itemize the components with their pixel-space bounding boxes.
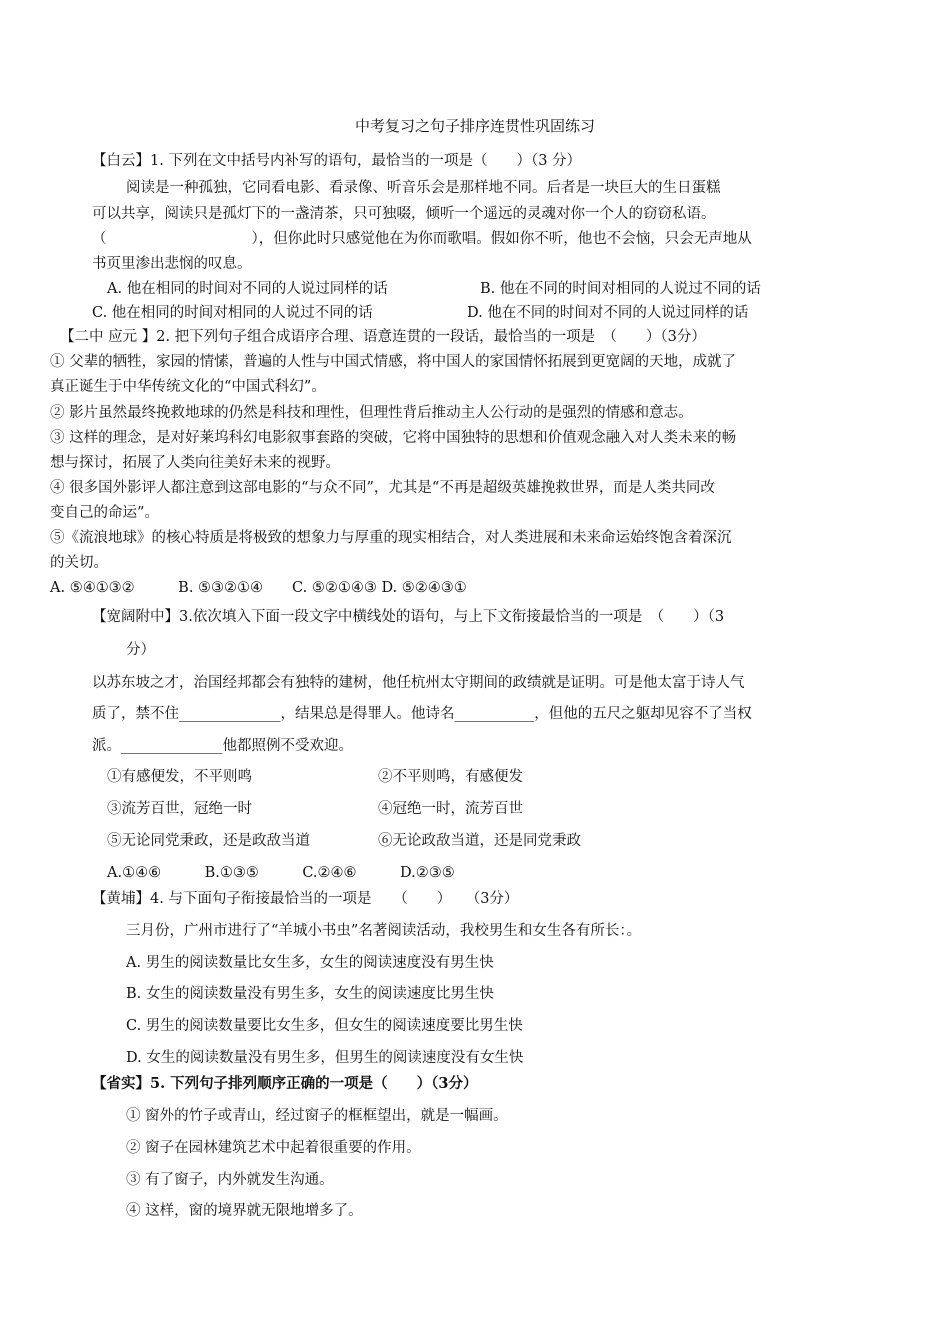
q2-sentence-5b: 的关切。 xyxy=(50,555,108,571)
q3-choice-2: ②不平则鸣，有感便发 xyxy=(378,769,523,785)
q3-header-cont: 分） xyxy=(126,642,155,658)
q3-options: A.①④⑥ B.①③⑤ C.②④⑥ D.②③⑤ xyxy=(107,865,455,881)
q3-passage-line-2: 质了，禁不住______________，结果总是得罪人。他诗名___________，但他的五尺之躯却见容不了当权 xyxy=(92,706,752,722)
q1-passage-line-3: （ ），但你此时只感觉他在为你而歌唱。假如你不听，他也不会恼，只会无声地从 xyxy=(92,231,752,247)
q1-option-c: C. 他在相同的时间对相同的人说过不同的话 xyxy=(92,305,373,321)
q2-sentence-4b: 变自己的命运”。 xyxy=(50,505,159,521)
q5-sentence-4: ④ 这样，窗的境界就无限地增多了。 xyxy=(126,1203,363,1219)
q4-passage: 三月份，广州市进行了“羊城小书虫”名著阅读活动，我校男生和女生各有所长：。 xyxy=(126,923,642,939)
q3-choice-6: ⑥无论政敌当道，还是同党秉政 xyxy=(378,833,581,849)
q4-option-d: D. 女生的阅读数量没有男生多，但男生的阅读速度没有女生快 xyxy=(126,1050,524,1066)
q1-passage-line-4: 书页里渗出悲悯的叹息。 xyxy=(92,256,252,272)
q5-sentence-1: ① 窗外的竹子或青山，经过窗子的框框望出，就是一幅画。 xyxy=(126,1108,508,1124)
q3-choice-1: ①有感便发，不平则鸣 xyxy=(107,769,252,785)
q4-option-c: C. 男生的阅读数量要比女生多，但女生的阅读速度要比男生快 xyxy=(126,1018,523,1034)
q2-header: 【二中 应元 】2. 把下列句子组合成语序合理、语意连贯的一段话，最恰当的一项是 （ ）（3分） xyxy=(60,329,706,345)
q3-passage-line-1: 以苏东坡之才，治国经邦都会有独特的建树，他任杭州太守期间的政绩就是证明。可是他太富于诗人气 xyxy=(92,675,745,691)
q2-sentence-5a: ⑤《流浪地球》的核心特质是将极致的想象力与厚重的现实相结合，对人类进展和未来命运始终饱含着深沉 xyxy=(50,530,732,546)
q2-sentence-1a: ① 父辈的牺牲，家园的情愫，普遍的人性与中国式情感，将中国人的家国情怀拓展到更宽阔的天地，成就了 xyxy=(50,354,737,370)
q1-option-a: A. 他在相同的时间对不同的人说过同样的话 xyxy=(107,281,388,297)
q3-choice-3: ③流芳百世，冠绝一时 xyxy=(107,801,252,817)
q4-header: 【黄埔】4. 与下面句子衔接最恰当的一项是 （ ） （3分） xyxy=(92,891,519,907)
doc-title: 中考复习之句子排序连贯性巩固练习 xyxy=(354,117,595,135)
q2-sentence-4a: ④ 很多国外影评人都注意到这部电影的“与众不同”，尤其是“不再是超级英雄挽救世界，而是人类共同改 xyxy=(50,480,715,496)
q1-option-b: B. 他在不同的时间对相同的人说过不同的话 xyxy=(480,281,761,297)
q1-passage-line-2: 可以共享，阅读只是孤灯下的一盏清茶，只可独啜，倾听一个遥远的灵魂对你一个人的窃窃私语。 xyxy=(92,206,716,222)
q3-header: 【宽阔附中】3.依次填入下面一段文字中横线处的语句，与上下文衔接最恰当的一项是 （ ）（3 xyxy=(92,609,725,625)
q2-sentence-1b: 真正诞生于中华传统文化的“中国式科幻”。 xyxy=(50,379,326,395)
q4-option-a: A. 男生的阅读数量比女生多，女生的阅读速度没有男生快 xyxy=(126,955,494,971)
q1-passage-line-1: 阅读是一种孤独，它同看电影、看录像、听音乐会是那样地不同。后者是一块巨大的生日蛋糕 xyxy=(126,180,721,196)
q1-option-d: D. 他在不同的时间对不同的人说过同样的话 xyxy=(467,305,749,321)
q2-options: A. ⑤④①③② B. ⑤③②①④ C. ⑤②①④③ D. ⑤②④③① xyxy=(50,580,467,596)
q2-sentence-3a: ③ 这样的理念，是对好莱坞科幻电影叙事套路的突破，它将中国独特的思想和价值观念融入对人类未来的畅 xyxy=(50,430,737,446)
q1-header: 【白云】1. 下列在文中括号内补写的语句，最恰当的一项是（ ）（3 分） xyxy=(92,153,582,169)
q2-sentence-3b: 想与探讨，拓展了人类向往美好未来的视野。 xyxy=(50,455,340,471)
q3-passage-line-3: 派。______________他都照例不受欢迎。 xyxy=(92,738,353,754)
q4-option-b: B. 女生的阅读数量没有男生多，女生的阅读速度比男生快 xyxy=(126,986,494,1002)
q5-sentence-3: ③ 有了窗子，内外就发生沟通。 xyxy=(126,1172,334,1188)
q2-sentence-2: ② 影片虽然最终挽救地球的仍然是科技和理性，但理性背后推动主人公行动的是强烈的情感和意志。 xyxy=(50,405,693,421)
q3-choice-4: ④冠绝一时，流芳百世 xyxy=(378,801,523,817)
q3-choice-5: ⑤无论同党秉政，还是政敌当道 xyxy=(107,833,310,849)
q5-header: 【省实】5. 下列句子排列顺序正确的一项是（ ）（3分） xyxy=(92,1075,478,1092)
q5-sentence-2: ② 窗子在园林建筑艺术中起着很重要的作用。 xyxy=(126,1140,421,1156)
